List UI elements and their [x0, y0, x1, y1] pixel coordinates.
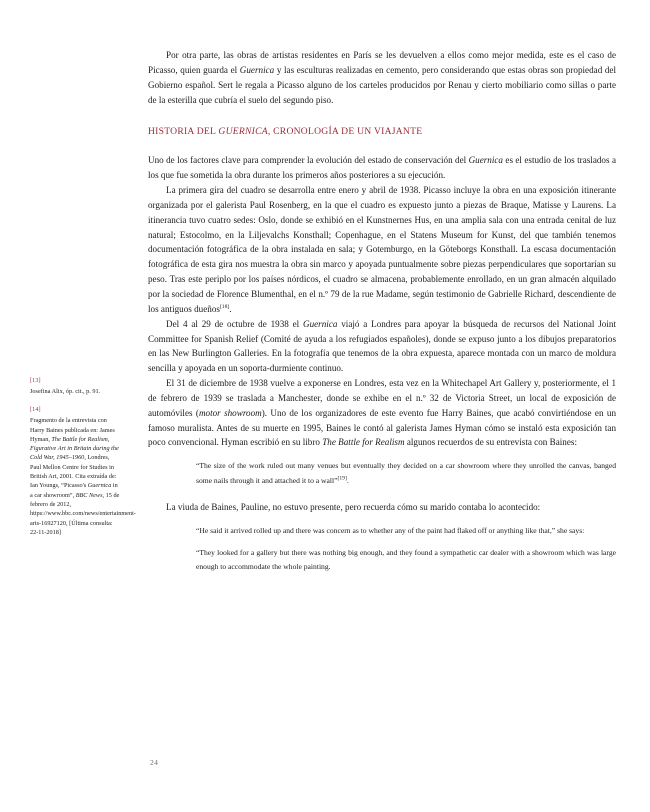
margin-note-13 [30, 376, 122, 396]
paragraph-factores-b: es el estudio de los traslados a los que fue sometida la obra durante los primeros años posteriores a su ejecución. [148, 155, 616, 181]
paragraph-primera-gira [148, 183, 616, 317]
section-heading [148, 125, 616, 139]
margin-note-14-text-c: in a car showroom”, [30, 482, 118, 499]
margin-note-14-title-3: BBC News [75, 491, 103, 499]
section-heading-italic: GUERNICA [218, 126, 268, 138]
paragraph-manchester-c: algunos recuerdos de su entrevista con Baines: [404, 437, 577, 448]
blockquote-pauline-2: “They looked for a gallery but there was nothing big enough, and they found a sympathetic car dealer with a showroom which was large enough to accommodate the whole painting. [196, 547, 616, 572]
paragraph-manchester-a: El 31 de diciembre de 1938 vuelve a exponerse en Londres, esta vez en la Whitechapel Art Gallery y, posteriormente, el 1 de febrero de 1939 se traslada a Manchester, donde se exhibe en el n.º 32 de Victoria Street, un local de exposición de automóviles ( [148, 378, 616, 418]
paragraph-primera-gira-a: La primera gira del cuadro se desarrolla entre enero y abril de 1938. Picasso incluye la obra en una exposición itinerante organizada por el galerista Paul Rosenberg, en la que el cuadro es expuesto junto a piezas de Braque, Matisse y Laurens. La itinerancia tuvo cuatro sedes: Oslo, donde se exhibió en el Kunstnernes Hus, en una amplia sala con una entrada cenital de luz natural; Estocolmo, en la Liljevalchs Konsthall; Copenhague, en el Statens Museum for Kunst, del que también tenemos documentación fotográfica de la obra instalada en sala; y Gotemburgo, en la Göteborgs Konsthall. La escasa documentación fotográfica de esta gira nos muestra la obra sin marco y apoyada puntualmente sobre piezas perpendiculares que soportarían su peso. Tras este periplo por los países nórdicos, el cuadro se almacena, probablemente enrollado, en un gran almacén alquilado por la sociedad de Florence Blumenthal, en el n.º 79 de la rue Madame, según testimonio de Gabrielle Richard, descendiente de los antiguos dueños [148, 185, 616, 314]
margin-note-13-text: Josefina Alix, óp. cit., p. 91. [30, 388, 101, 395]
footnote-ref-19[interactable]: [19] [337, 475, 347, 482]
page-number: 24 [150, 758, 159, 767]
margin-note-14-text-d: , 15 de febrero de 2012, https://www.bbc.com/news/entertainment-arts-16927120, [Última consulta: 22-11-2018] [30, 491, 136, 536]
paragraph-londres-1938-a: Del 4 al 29 de octubre de 1938 el [166, 318, 303, 329]
paragraph-pauline: La viuda de Baines, Pauline, no estuvo presente, pero recuerda cómo su marido contaba lo acontecido: [166, 502, 541, 513]
blockquote-baines-hyman-text: “The size of the work ruled out many venues but eventually they decided on a car showroom where they unrolled the canvas, banged some nails through it and attached it to a wall” [196, 461, 616, 485]
section-heading-before: HISTORIA DEL [148, 126, 219, 138]
blockquote-baines-hyman-end: . [346, 475, 349, 485]
blockquote-baines-hyman [148, 459, 616, 488]
margin-note-14-body [30, 416, 136, 537]
margin-note-14-text-a: Fragmento de la entrevista con Harry Baines publicada en: James Hyman, [30, 417, 115, 443]
paragraph-manchester-b: ). Uno de los organizadores de este evento fue Harry Baines, que acabó convirtiéndose en un famoso muralista. Antes de su muerte en 1995, Baines le contó al galerista James Hyman cómo se instaló esta exposición tan poco convencional. Hyman escribió en su libro [148, 407, 616, 448]
margin-notes-column [30, 376, 136, 546]
margin-note-14-title-2: Guernica [87, 482, 112, 490]
paragraph-londres-1938 [148, 317, 616, 376]
paragraph-factores [148, 153, 616, 183]
paragraph-intro-italic: Guernica [239, 64, 275, 75]
paragraph-londres-1938-b: viajó a Londres para apoyar la búsqueda de recursos del National Joint Committee for Spanish Relief (Comité de ayuda a los refugiados españoles), donde se expuso junto a los dibujos preparatorios en las New Burlington Galleries. En la fotografía que tenemos de la obra expuesta, aparece montada con un marco de moldura sencilla y apoyada en un soporta-durmiente continuo. [148, 318, 616, 374]
section-heading-after: , CRONOLOGÍA DE UN VIAJANTE [267, 126, 423, 138]
paragraph-factores-a: Uno de los factores clave para comprender la evolución del estado de conservación del [148, 155, 469, 166]
paragraph-intro-b: y las esculturas realizadas en cemento, pero considerando que estas obras son propiedad del Gobierno español. Sert le regala a Picasso alguno de los carteles producidos por Renau y cierto mobiliario como sillas o parte de la esterilla que cubría el suelo del segundo piso. [148, 64, 617, 105]
margin-note-13-number: [13] [30, 377, 41, 384]
paragraph-manchester [148, 376, 616, 450]
paragraph-primera-gira-b: . [229, 303, 232, 314]
paragraph-manchester-italic-1: motor showroom [198, 407, 262, 418]
margin-note-14 [30, 405, 136, 537]
footnote-ref-18[interactable]: [18] [219, 303, 230, 310]
margin-note-14-number: [14] [30, 406, 41, 414]
blockquote-pauline-1: “He said it arrived rolled up and there was concern as to whether any of the paint had flaked off or anything like that,” she says: [196, 526, 585, 536]
margin-note-14-title-1: The Battle for Realism, Figurative Art in Britain during the Cold War, 1945–1960 [30, 435, 119, 462]
paragraph-intro-a: Por otra parte, las obras de artistas residentes en París se les devuelven a ellos como mejor medida, este es el caso de Picasso, quien guarda el [148, 50, 616, 75]
paragraph-manchester-italic-2: The Battle for Realism [322, 437, 405, 448]
paragraph-intro [148, 48, 616, 107]
margin-note-13-body [30, 387, 122, 396]
paragraph-factores-italic: Guernica [468, 155, 503, 166]
margin-note-14-text-b: , Londres, Paul Mellon Centre for Studies in British Art, 2001. Cita extraída de: Ian Youngs, “Picasso's [30, 454, 117, 490]
main-text-column [148, 48, 616, 575]
paragraph-londres-1938-italic: Guernica [303, 318, 338, 329]
